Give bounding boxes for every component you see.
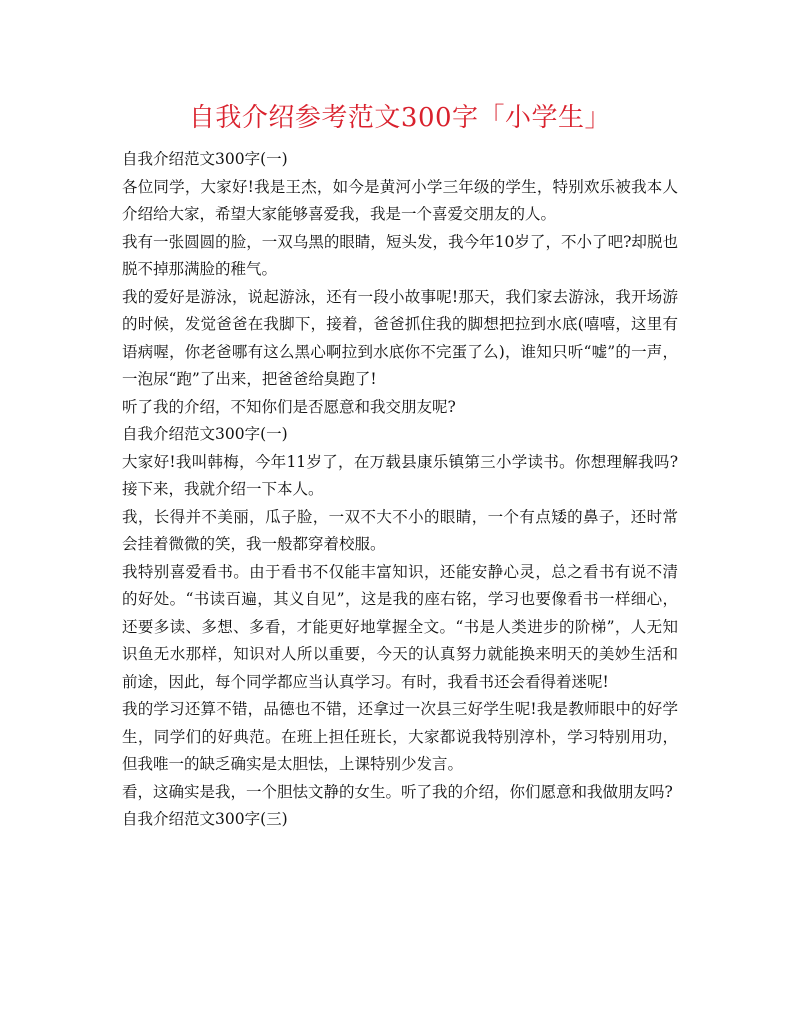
paragraph: 我的爱好是游泳，说起游泳，还有一段小故事呢!那天，我们家去游泳，我开场游的时候，发觉爸爸在我脚下，接着，爸爸抓住我的脚想把拉到水底(嘻嘻，这里有语病喔，你老爸哪有这么黑心啊拉到水底你不完蛋了么)，谁知只听“嘘”的一声，一泡尿“跑”了出来，把爸爸给臭跑了!	[122, 287, 678, 388]
section-heading-3: 自我介绍范文300字(三)	[122, 810, 288, 828]
paragraph: 大家好!我叫韩梅，今年11岁了，在万载县康乐镇第三小学读书。你想理解我吗?接下来，我就介绍一下本人。	[122, 452, 678, 498]
paragraph: 听了我的介绍，不知你们是否愿意和我交朋友呢?	[122, 397, 456, 416]
document-body	[122, 146, 678, 834]
section-heading-2: 自我介绍范文300字(一)	[122, 425, 288, 443]
paragraph: 看，这确实是我，一个胆怯文静的女生。听了我的介绍，你们愿意和我做朋友吗?	[122, 782, 673, 801]
paragraph: 我有一张圆圆的脸，一双乌黑的眼睛，短头发，我今年10岁了，不小了吧?却脱也脱不掉那满脸的稚气。	[122, 232, 678, 278]
document-title: 自我介绍参考范文300字「小学生」	[188, 103, 612, 133]
paragraph: 我的学习还算不错，品德也不错，还拿过一次县三好学生呢!我是教师眼中的好学生，同学们的好典范。在班上担任班长，大家都说我特别淳朴，学习特别用功，但我唯一的缺乏确实是太胆怯，上课特别少发言。	[122, 700, 678, 773]
paragraph: 我特别喜爱看书。由于看书不仅能丰富知识，还能安静心灵，总之看书有说不清的好处。“书读百遍，其义自见”，这是我的座右铭，学习也要像看书一样细心，还要多读、多想、多看，才能更好地掌握全文。“书是人类进步的阶梯”，人无知识鱼无水那样，知识对人所以重要，今天的认真努力就能换来明天的美妙生活和前途，因此，每个同学都应当认真学习。有时，我看书还会看得着迷呢!	[122, 562, 678, 691]
paragraph: 各位同学，大家好!我是王杰，如今是黄河小学三年级的学生，特别欢乐被我本人介绍给大家，希望大家能够喜爱我，我是一个喜爱交朋友的人。	[122, 177, 678, 223]
section-heading-1: 自我介绍范文300字(一)	[122, 150, 288, 168]
paragraph: 我，长得并不美丽，瓜子脸，一双不大不小的眼睛，一个有点矮的鼻子，还时常会挂着微微的笑，我一般都穿着校服。	[122, 507, 678, 553]
